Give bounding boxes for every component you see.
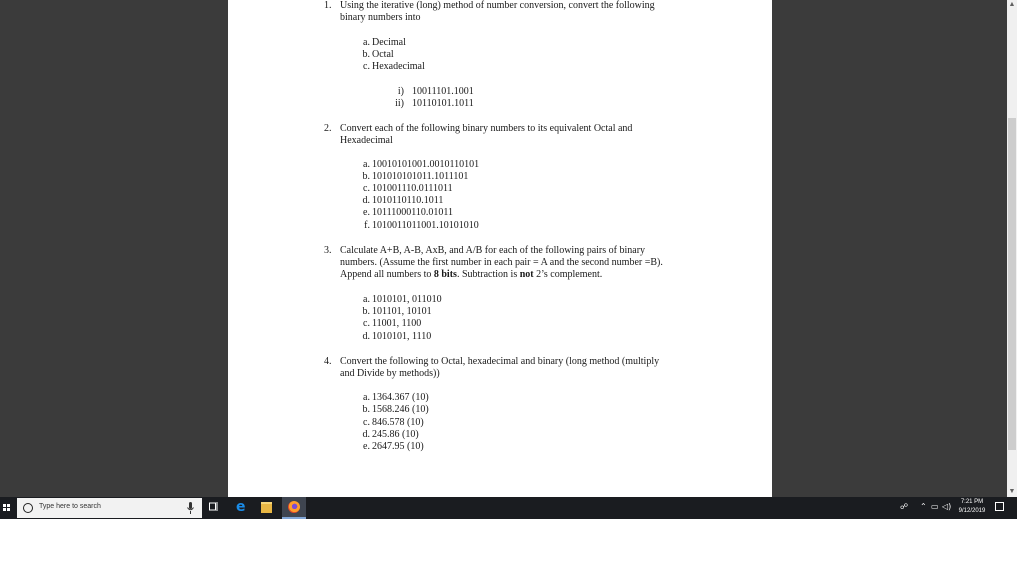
clock-time: 7:21 PM bbox=[960, 499, 984, 505]
q1-item-b-label: b. bbox=[362, 49, 370, 60]
vertical-scrollbar[interactable] bbox=[1007, 0, 1017, 497]
q3-line3-mid: . Subtraction is bbox=[456, 269, 518, 280]
question-3-text-line-1: Calculate A+B, A-B, AxB, and A/B for each of the following pairs of binary bbox=[340, 245, 646, 256]
question-4-text-line-2: and Divide by methods)) bbox=[340, 368, 440, 379]
q2-item-d-label: d. bbox=[362, 195, 370, 206]
q1-roman-ii-text: 10110101.1011 bbox=[412, 98, 474, 109]
people-icon[interactable]: ☍ bbox=[900, 502, 909, 511]
search-icon bbox=[23, 503, 33, 513]
question-3-text-line-3 bbox=[340, 269, 602, 281]
q2-item-d-text: 1010110110.1011 bbox=[372, 195, 444, 206]
scroll-thumb[interactable] bbox=[1008, 118, 1016, 450]
firefox-taskbar-button[interactable] bbox=[282, 497, 306, 519]
q2-item-a-text: 10010101001.0010110101 bbox=[372, 159, 480, 170]
taskbar-search-box[interactable] bbox=[17, 498, 202, 518]
question-2-number: 2. bbox=[324, 123, 332, 134]
question-4-number: 4. bbox=[324, 356, 332, 367]
q2-item-b-text: 101010101011.1011101 bbox=[372, 171, 469, 182]
q1-item-a-text: Decimal bbox=[372, 37, 406, 48]
question-3-number: 3. bbox=[324, 245, 332, 256]
q3-item-b-text: 101101, 10101 bbox=[372, 306, 432, 317]
q3-item-a-label: a. bbox=[363, 294, 370, 305]
q1-item-a-label: a. bbox=[363, 37, 370, 48]
firefox-icon bbox=[288, 501, 300, 513]
q4-item-d-label: d. bbox=[362, 429, 370, 440]
scroll-up-arrow-icon[interactable]: ▲ bbox=[1008, 1, 1016, 8]
notification-icon[interactable] bbox=[995, 502, 1004, 511]
q1-item-c-text: Hexadecimal bbox=[372, 61, 425, 72]
q2-item-c-text: 101001110.0111011 bbox=[372, 183, 453, 194]
q4-item-e-label: e. bbox=[363, 441, 370, 452]
search-placeholder: Type here to search bbox=[39, 503, 101, 510]
microphone-icon[interactable] bbox=[187, 502, 194, 514]
q2-item-e-text: 10111000110.01011 bbox=[372, 207, 454, 218]
q2-item-c-label: c. bbox=[363, 183, 370, 194]
q3-item-c-label: c. bbox=[363, 318, 370, 329]
q4-item-b-label: b. bbox=[362, 404, 370, 415]
document-page bbox=[228, 0, 772, 497]
taskbar bbox=[0, 497, 1017, 519]
question-4-text-line-1: Convert the following to Octal, hexadecimal and binary (long method (multiply bbox=[340, 356, 660, 367]
q1-roman-i-label: i) bbox=[397, 86, 404, 97]
windows-start-icon[interactable] bbox=[0, 497, 14, 519]
q4-item-c-label: c. bbox=[363, 417, 370, 428]
q2-item-e-label: e. bbox=[363, 207, 370, 218]
q4-item-a-text: 1364.367 (10) bbox=[372, 392, 429, 403]
q3-bold-not: not bbox=[519, 269, 534, 280]
clock[interactable] bbox=[955, 498, 989, 516]
q2-item-b-label: b. bbox=[362, 171, 370, 182]
q1-item-b-text: Octal bbox=[372, 49, 394, 60]
chevron-up-icon[interactable]: ⌃ bbox=[920, 502, 927, 511]
task-view-icon[interactable] bbox=[209, 501, 219, 513]
question-2-text-line-1: Convert each of the following binary numbers to its equivalent Octal and bbox=[340, 123, 633, 134]
q3-line3-end: 2’s complement. bbox=[536, 269, 603, 280]
volume-icon[interactable]: ◁) bbox=[942, 502, 952, 511]
scroll-down-arrow-icon[interactable]: ▼ bbox=[1008, 488, 1016, 495]
q4-item-b-text: 1568.246 (10) bbox=[372, 404, 429, 415]
question-1-number: 1. bbox=[324, 0, 332, 11]
q4-item-a-label: a. bbox=[363, 392, 370, 403]
q1-roman-ii-label: ii) bbox=[395, 98, 404, 109]
q1-item-c-label: c. bbox=[363, 61, 370, 72]
q4-item-e-text: 2647.95 (10) bbox=[372, 441, 424, 452]
file-explorer-icon[interactable] bbox=[261, 502, 272, 513]
q3-item-d-text: 1010101, 1110 bbox=[372, 331, 432, 342]
question-3-text-line-2: numbers. (Assume the first number in each pair = A and the second number =B). bbox=[340, 257, 663, 268]
q3-bold-bits: 8 bits bbox=[433, 269, 457, 280]
network-icon[interactable]: ▭ bbox=[931, 502, 939, 511]
q3-item-c-text: 11001, 1100 bbox=[372, 318, 422, 329]
q1-roman-i-text: 10011101.1001 bbox=[412, 86, 474, 97]
q2-item-a-label: a. bbox=[363, 159, 370, 170]
question-1-text-line-1: Using the iterative (long) method of number conversion, convert the following bbox=[340, 0, 655, 11]
q2-item-f-label: f. bbox=[364, 220, 370, 231]
q3-item-d-label: d. bbox=[362, 331, 370, 342]
q4-item-c-text: 846.578 (10) bbox=[372, 417, 424, 428]
q3-line3-start: Append all numbers to bbox=[340, 269, 432, 280]
q3-item-a-text: 1010101, 011010 bbox=[372, 294, 442, 305]
q3-item-b-label: b. bbox=[362, 306, 370, 317]
question-1-text-line-2: binary numbers into bbox=[340, 12, 421, 23]
q4-item-d-text: 245.86 (10) bbox=[372, 429, 419, 440]
edge-icon[interactable]: e bbox=[236, 499, 246, 515]
q2-item-f-text: 1010011011001.10101010 bbox=[372, 220, 479, 231]
question-2-text-line-2: Hexadecimal bbox=[340, 135, 393, 146]
clock-date: 9/12/2019 bbox=[958, 508, 986, 514]
